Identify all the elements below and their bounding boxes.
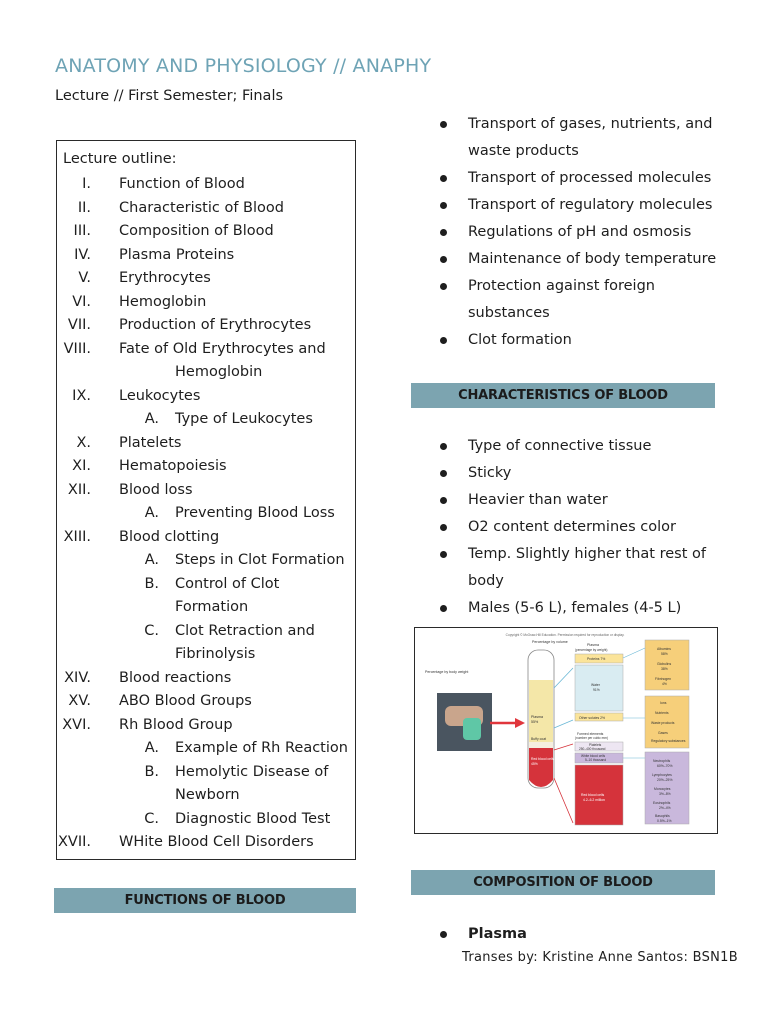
outline-item-text: Fate of Old Erythrocytes and <box>119 340 326 357</box>
bullet-dot-icon <box>440 470 447 477</box>
outline-item <box>57 737 355 761</box>
bullet-text: Sticky <box>468 465 512 481</box>
bullet-item <box>440 327 750 354</box>
outline-item-number: XVII. <box>57 834 91 850</box>
characteristics-of-blood-header: CHARACTERISTICS OF BLOOD <box>411 383 715 408</box>
bullet-text: Protection against foreign <box>468 278 655 294</box>
outline-item-number: XII. <box>67 481 91 498</box>
outline-item <box>57 831 355 855</box>
bullet-item <box>440 487 750 514</box>
outline-item-number: C. <box>144 622 159 639</box>
bullet-item <box>440 165 750 192</box>
monocytes-label: Monocytes <box>654 787 671 791</box>
outline-item-text: Leukocytes <box>119 387 201 404</box>
water-label: Water <box>591 683 600 687</box>
pct-weight-label: Percentage by body weight <box>425 670 469 674</box>
outline-item <box>57 267 355 291</box>
outline-item-text: Blood reactions <box>119 669 232 686</box>
right-connectors <box>623 648 645 758</box>
outline-item <box>57 455 355 479</box>
eosinophils-pct: 2%–4% <box>659 806 671 810</box>
outline-item <box>57 526 355 550</box>
bullet-item <box>440 595 750 622</box>
pct-volume-label: Percentage by volume <box>532 640 568 644</box>
outline-item-number: B. <box>144 575 159 592</box>
outline-item-text: Characteristic of Blood <box>119 199 284 216</box>
bullet-text: Maintenance of body temperature <box>468 251 717 267</box>
bullet-text: Transport of processed molecules <box>468 170 712 186</box>
outline-item-text: Fibrinolysis <box>175 646 256 662</box>
characteristics-list <box>440 433 750 622</box>
functions-of-blood-header: FUNCTIONS OF BLOOD <box>54 888 356 913</box>
outline-item-number: A. <box>144 505 159 521</box>
bullet-text: Transport of gases, nutrients, and <box>468 116 713 132</box>
bullet-dot-icon <box>440 337 447 344</box>
monocytes-pct: 3%–8% <box>659 792 671 796</box>
plasma-title: Plasma <box>587 643 599 647</box>
outline-item-number: XI. <box>72 458 91 474</box>
bullet-item <box>440 921 750 948</box>
outline-item-text: Production of Erythrocytes <box>119 317 312 333</box>
outline-item <box>57 549 355 573</box>
outline-item <box>57 667 355 691</box>
eosinophils-label: Eosinophils <box>653 801 671 805</box>
bullet-dot-icon <box>440 229 447 236</box>
outline-item <box>57 690 355 714</box>
tube-rbc-pct: 45% <box>531 762 538 766</box>
outline-item-text: Erythrocytes <box>119 270 211 286</box>
proteins-label: Proteins 7% <box>587 657 606 661</box>
outline-item <box>57 620 355 644</box>
rbc-label: Red blood cells <box>581 793 605 797</box>
bullet-text: waste products <box>468 143 579 159</box>
outline-item <box>57 643 355 667</box>
tube-plasma-layer <box>529 680 553 742</box>
bullet-text: Clot formation <box>468 332 572 348</box>
outline-item <box>57 784 355 808</box>
other-solutes-label: Other solutes 2% <box>579 716 606 720</box>
outline-item-text: Type of Leukocytes <box>175 411 313 427</box>
bullet-dot-icon <box>440 256 447 263</box>
outline-item <box>57 338 355 362</box>
glove-hand <box>463 718 481 740</box>
outline-item-number: B. <box>144 763 159 780</box>
outline-item-text: Blood loss <box>119 481 193 498</box>
bullet-dot-icon <box>440 121 447 128</box>
platelets-label: Platelets <box>589 743 602 747</box>
waste-label: Waste products <box>651 721 675 725</box>
outline-item-number: V. <box>78 270 91 286</box>
tube-plasma-pct: 55% <box>531 720 539 724</box>
bullet-text: O2 content determines color <box>468 519 676 535</box>
blood-composition-diagram <box>415 628 717 833</box>
bullet-item <box>440 138 750 165</box>
arm-arrow-head <box>515 718 525 728</box>
outline-item-number: A. <box>144 411 159 427</box>
outline-item-number: I. <box>82 176 91 192</box>
outline-item-number: VII. <box>67 317 91 333</box>
outline-item-text: Steps in Clot Formation <box>175 552 345 568</box>
basophils-label: Basophils <box>655 814 670 818</box>
gases-label: Gases <box>658 731 668 735</box>
rbc-count: 4.2–6.2 million <box>583 798 605 802</box>
outline-item-text: Preventing Blood Loss <box>175 505 335 521</box>
outline-item-text: Function of Blood <box>119 176 245 192</box>
outline-item-text: Newborn <box>175 787 240 803</box>
bullet-text: Type of connective tissue <box>468 438 652 454</box>
outline-item <box>57 197 355 221</box>
outline-list <box>57 173 355 855</box>
bullet-dot-icon <box>440 443 447 450</box>
outline-item-number: XVI. <box>62 716 91 733</box>
outline-item-number: XIII. <box>63 528 91 545</box>
basophils-pct: 0.5%–1% <box>657 819 672 823</box>
document-title: ANATOMY AND PHYSIOLOGY // ANAPHY <box>55 55 432 77</box>
tube-buffy-layer <box>529 742 553 748</box>
tube-rbc-label: Red blood cells <box>531 757 555 761</box>
outline-item <box>57 314 355 338</box>
blood-composition-figure <box>414 627 718 834</box>
bullet-item <box>440 433 750 460</box>
outline-item <box>57 385 355 409</box>
outline-item-text: Platelets <box>119 434 182 451</box>
outline-item-text: Blood clotting <box>119 528 220 545</box>
bullet-item <box>440 460 750 487</box>
bullet-item <box>440 111 750 138</box>
bullet-text: body <box>468 573 504 589</box>
bullet-dot-icon <box>440 202 447 209</box>
bullet-dot-icon <box>440 175 447 182</box>
formed-connector <box>554 744 573 823</box>
outline-item-number: XV. <box>68 693 91 709</box>
bullet-text: Temp. Slightly higher that rest of <box>468 546 706 562</box>
document-subtitle: Lecture // First Semester; Finals <box>55 88 284 104</box>
outline-item <box>57 291 355 315</box>
outline-item <box>57 432 355 456</box>
outline-item <box>57 408 355 432</box>
outline-item-number: XIV. <box>64 669 91 686</box>
plasma-connector <box>554 668 573 728</box>
tube-rbc-layer <box>529 748 553 787</box>
wbc-label: White blood cells <box>581 754 606 758</box>
outline-item-number: A. <box>144 740 159 756</box>
outline-item <box>57 714 355 738</box>
footer-credit: Transes by: Kristine Anne Santos: BSN1B <box>462 950 738 965</box>
bullet-item <box>440 219 750 246</box>
outline-item <box>57 808 355 832</box>
nutrients-label: Nutrients <box>655 711 669 715</box>
lecture-outline-box <box>56 140 356 860</box>
outline-item-number: II. <box>77 199 91 216</box>
outline-item <box>57 173 355 197</box>
outline-item-text: Hemolytic Disease of <box>175 763 329 780</box>
bullet-item <box>440 568 750 595</box>
neutrophils-pct: 60%–70% <box>657 764 673 768</box>
outline-item-text: Hematopoiesis <box>119 458 227 474</box>
bullet-dot-icon <box>440 283 447 290</box>
water-pct: 91% <box>593 688 600 692</box>
outline-item-number: III. <box>73 223 91 239</box>
outline-item-text: Hemoglobin <box>175 364 263 380</box>
lymphocytes-pct: 20%–25% <box>657 778 673 782</box>
tube-buffy-label: Buffy coat <box>531 737 547 741</box>
bullet-text: Males (5-6 L), females (4-5 L) <box>468 600 682 616</box>
outline-heading: Lecture outline: <box>63 151 177 167</box>
outline-item <box>57 502 355 526</box>
outline-item-text: ABO Blood Groups <box>119 693 252 709</box>
bullet-item <box>440 273 750 300</box>
outline-item-text: Example of Rh Reaction <box>175 740 348 756</box>
outline-item-text: WHite Blood Cell Disorders <box>119 834 314 850</box>
neutrophils-label: Neutrophils <box>653 759 671 763</box>
outline-item <box>57 573 355 597</box>
wbc-count: 5–10 thousand <box>585 758 607 762</box>
fibrinogen-pct: 4% <box>662 682 667 686</box>
outline-item-text: Rh Blood Group <box>119 716 233 733</box>
bullet-dot-icon <box>440 605 447 612</box>
outline-item-number: A. <box>144 552 159 568</box>
figure-copyright: Copyright © McGraw-Hill Education. Permission required for reproduction or display. <box>505 633 625 637</box>
formed-subtitle: (number per cubic mm) <box>575 736 608 740</box>
outline-item-text: Clot Retraction and <box>175 622 315 639</box>
lymphocytes-label: Lymphocytes <box>652 773 672 777</box>
composition-of-blood-header: COMPOSITION OF BLOOD <box>411 870 715 895</box>
outline-item-number: C. <box>144 810 159 827</box>
bullet-item <box>440 246 750 273</box>
bullet-item <box>440 514 750 541</box>
outline-item-text: Formation <box>175 599 249 615</box>
globulins-pct: 38% <box>661 667 668 671</box>
outline-item <box>57 220 355 244</box>
bullet-text: Regulations of pH and osmosis <box>468 224 692 240</box>
albumins-pct: 58% <box>661 652 668 656</box>
outline-item <box>57 361 355 385</box>
outline-item <box>57 244 355 268</box>
outline-item <box>57 761 355 785</box>
globulins-label: Globulins <box>657 662 672 666</box>
outline-item-text: Hemoglobin <box>119 293 207 310</box>
ions-label: Ions <box>660 701 667 705</box>
bullet-dot-icon <box>440 524 447 531</box>
platelets-count: 250–400 thousand <box>579 747 606 751</box>
outline-item-text: Composition of Blood <box>119 223 274 239</box>
bullet-dot-icon <box>440 931 447 938</box>
bullet-text: Transport of regulatory molecules <box>468 197 713 213</box>
bullet-text: substances <box>468 305 550 321</box>
bullet-text: Heavier than water <box>468 492 608 508</box>
outline-item <box>57 596 355 620</box>
functions-list <box>440 111 750 354</box>
outline-item-text: Plasma Proteins <box>119 246 235 263</box>
bullet-item <box>440 300 750 327</box>
outline-item-number: IV. <box>74 246 91 263</box>
tube-plasma-label: Plasma <box>531 715 543 719</box>
bullet-dot-icon <box>440 497 447 504</box>
outline-item-number: X. <box>76 434 91 451</box>
outline-item <box>57 479 355 503</box>
outline-item-number: VIII. <box>63 340 91 357</box>
bullet-text: Plasma <box>468 926 527 942</box>
outline-item-text: Control of Clot <box>175 575 280 592</box>
albumins-label: Albumins <box>657 647 671 651</box>
outline-item-text: Diagnostic Blood Test <box>175 810 331 827</box>
formed-title: Formed elements <box>577 732 604 736</box>
composition-list <box>440 921 750 948</box>
outline-item-number: VI. <box>72 293 91 310</box>
bullet-item <box>440 541 750 568</box>
fibrinogen-label: Fibrinogen <box>655 677 672 681</box>
bullet-dot-icon <box>440 551 447 558</box>
regulatory-label: Regulatory substances <box>651 739 686 743</box>
bullet-item <box>440 192 750 219</box>
outline-item-number: IX. <box>72 387 91 404</box>
plasma-subtitle: (percentage by weight) <box>575 648 608 652</box>
